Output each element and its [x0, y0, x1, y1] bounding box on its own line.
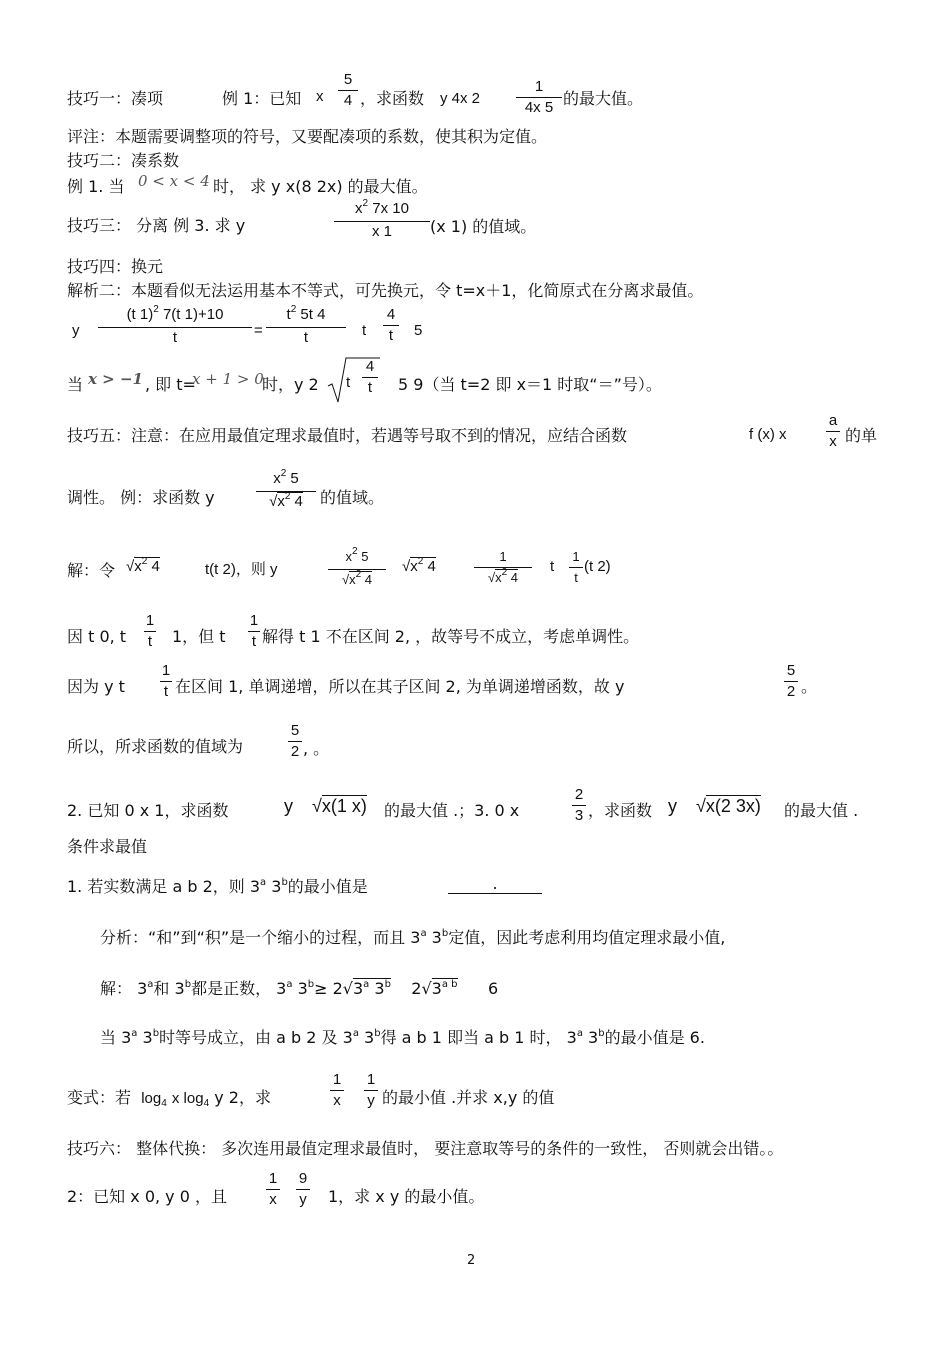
fraction — [784, 662, 798, 701]
rest: 5 — [286, 470, 299, 487]
denominator: y — [367, 1092, 375, 1109]
numerator: 1 — [499, 549, 507, 564]
x: x — [349, 572, 356, 587]
superscript: a — [286, 979, 293, 990]
math-text: y — [668, 796, 677, 816]
numerator: 9 — [298, 1170, 308, 1187]
numerator: 1 — [366, 1071, 376, 1088]
numerator: 2 — [574, 786, 584, 803]
text: 调性。 例：求函数 y — [67, 488, 215, 507]
denominator: t — [303, 329, 309, 346]
math-text: y — [284, 796, 293, 816]
equals-sign: = — [254, 322, 263, 339]
superscript: a b — [441, 979, 458, 990]
text: 的最小值 .并求 x,y 的值 — [382, 1088, 555, 1107]
superscript: 2 — [153, 304, 159, 315]
variant-problem — [67, 1085, 271, 1108]
text: 的单 — [845, 426, 878, 445]
superscript: 2 — [352, 546, 358, 557]
text: 时等号成立，由 a b 2 及 3 — [159, 1028, 353, 1047]
fraction — [144, 612, 156, 651]
solution-label: 解：令 — [67, 561, 116, 580]
denominator: y — [299, 1191, 307, 1208]
text: 6 — [488, 979, 499, 998]
text: ，求函数 — [588, 801, 653, 820]
fraction — [248, 612, 260, 651]
x: x — [410, 558, 418, 575]
x: x — [495, 570, 502, 585]
text: 2 — [411, 979, 422, 998]
denominator: x — [829, 433, 837, 450]
technique-5-heading: 技巧五：注意：在应用最值定理求最值时，若遇等号取不到的情况，应结合函数 — [67, 426, 628, 445]
math-text: t — [550, 558, 555, 575]
sqrt-expression: √x(2 3x) — [696, 796, 761, 816]
fraction — [364, 1071, 378, 1110]
text: 2：已知 x 0, y 0 ，且 — [67, 1187, 227, 1206]
fraction — [328, 548, 386, 591]
answer-blank: . — [448, 874, 542, 894]
fraction — [572, 786, 586, 825]
numerator: 1 — [161, 662, 171, 679]
text: x log — [171, 1090, 204, 1107]
sqrt-expression: $√x^2$ 4 — [126, 556, 160, 575]
technique-4-heading: 技巧四：换元 — [67, 257, 164, 276]
text: 的值域。 — [320, 488, 385, 507]
superscript: 2 — [501, 567, 508, 578]
numerator — [256, 470, 316, 490]
superscript: 2 — [280, 468, 287, 479]
fraction — [160, 662, 172, 701]
math-text: t — [362, 322, 367, 339]
subscript: 4 — [203, 1098, 210, 1109]
math-text: x — [316, 88, 324, 105]
numerator: 1 — [332, 1071, 342, 1088]
text: 3 — [292, 979, 308, 998]
text: 的最大值 .；3. 0 x — [384, 801, 520, 820]
text: 分析：“和”到“积”是一个缩小的过程，而且 3 — [100, 928, 421, 947]
superscript: a — [352, 1028, 359, 1039]
math-text: 5 — [414, 322, 423, 339]
x: x — [134, 558, 142, 575]
fraction — [338, 71, 358, 110]
analysis — [100, 925, 725, 948]
text: 定值，因此考虑利用均值定理求最小值, — [448, 928, 726, 947]
text: 的最大值 . — [784, 801, 859, 820]
t: t — [286, 306, 291, 323]
rest: 5 — [357, 549, 369, 564]
denominator: t — [172, 329, 178, 346]
text: 变式：若 — [67, 1088, 132, 1107]
numerator: 5 — [290, 722, 300, 739]
text: 的最小值是 — [287, 877, 368, 896]
superscript: 2 — [290, 304, 297, 315]
rest: 4 — [147, 558, 160, 575]
math-text: (t 2) — [584, 558, 611, 575]
rest: 7x 10 — [368, 200, 409, 217]
text: 和 3 — [153, 979, 185, 998]
fraction — [296, 1170, 310, 1209]
fraction — [266, 306, 346, 347]
superscript: b — [598, 1028, 605, 1039]
rest: 4 — [507, 570, 519, 585]
text: 得 a b 1 即当 a b 1 时， 3 — [380, 1028, 577, 1047]
text: 3 — [426, 928, 442, 947]
text: 。 — [801, 677, 818, 696]
sqrt-expression: √x(1 x) — [312, 796, 367, 816]
text: 3 — [431, 979, 442, 998]
page-number: 2 — [467, 1253, 476, 1268]
text: 所以，所求函数的值域为 — [67, 737, 244, 756]
text: 1，但 t — [172, 627, 226, 646]
rest: 5t 4 — [296, 306, 326, 323]
inline-math-image: x > −1 — [88, 370, 143, 388]
text: , 。 — [303, 739, 330, 758]
text: 3 — [137, 1028, 153, 1047]
text: 的最小值是 6. — [604, 1028, 705, 1047]
numerator: 1 — [268, 1170, 278, 1187]
radicand: x(1 x) — [321, 796, 367, 816]
superscript: 2 — [362, 198, 369, 209]
denominator: t — [251, 633, 257, 650]
text: 因 t 0, t — [67, 627, 127, 646]
text: 3 — [352, 979, 364, 998]
text: (x 1) 的值域。 — [430, 217, 537, 236]
inline-math-image: x + 1 > 0 — [192, 370, 264, 388]
fraction — [569, 548, 583, 587]
numerator: 1 — [534, 78, 544, 95]
technique-2-heading: 技巧二：凑系数 — [67, 151, 180, 170]
rest: 7(t 1)+10 — [158, 306, 224, 323]
x: x — [273, 470, 281, 487]
numerator: 1 — [572, 549, 580, 564]
numerator: 1 — [249, 612, 259, 629]
text: 1. 若实数满足 a b 2，则 3 — [67, 877, 261, 896]
solution: 解： 3$^a$和 3$^b$都是正数， 3$^a$ $3^b\ge 2√3^a$ 3$^b$ $2√3^{a b}$ 6 — [100, 979, 499, 998]
denominator: $√x^2$ 4 — [341, 569, 373, 587]
problem-1 — [67, 874, 368, 897]
section-heading: 条件求最值 — [67, 837, 148, 856]
inline-math-image: 0 < x < 4 — [138, 172, 210, 190]
math-text: y — [72, 322, 80, 339]
text: 时， 求 y x(8 2x) 的最大值。 — [213, 177, 428, 196]
denominator: t — [388, 327, 394, 344]
numerator: 4 — [386, 306, 396, 323]
text: 都是正数， 3 — [191, 979, 287, 998]
fraction — [98, 306, 252, 347]
superscript: a — [420, 928, 427, 939]
x: x — [277, 493, 285, 510]
rest: 4 — [361, 572, 373, 587]
text: 的最大值。 — [563, 89, 644, 108]
math-text: t — [346, 374, 351, 391]
numerator — [266, 306, 346, 326]
numerator: 4 — [365, 358, 375, 375]
text: 因为 y t — [67, 677, 125, 696]
numerator — [98, 306, 252, 326]
text: 5 9（当 t=2 即 x＝1 时取“＝”号）。 — [398, 375, 662, 394]
superscript: a — [363, 979, 370, 990]
text: , 即 t= — [145, 375, 196, 394]
fraction — [256, 470, 316, 513]
superscript: b — [307, 979, 315, 990]
fraction — [362, 358, 378, 397]
technique-3-heading: 技巧三： 分离 例 3. 求 y — [67, 216, 246, 235]
text: log — [141, 1090, 162, 1107]
sqrt-expression: $√x^2$ 4 — [402, 556, 436, 575]
text: 1，求 x y 的最小值。 — [328, 1187, 485, 1206]
denominator: 4 — [343, 92, 353, 109]
denominator: t — [574, 570, 578, 585]
text: 3 — [358, 1028, 375, 1047]
superscript: a — [147, 979, 154, 990]
denominator: $√x^2$ 4 — [269, 491, 303, 510]
text: 在区间 1, 单调递增，所以在其子区间 2, 为单调递增函数，故 y — [175, 677, 625, 696]
superscript: b — [281, 877, 288, 888]
math-text: y 4x 2 — [440, 90, 481, 107]
equality-condition — [100, 1025, 705, 1048]
superscript: 2 — [417, 556, 424, 567]
denominator: 2 — [290, 743, 300, 760]
text: 解： 3 — [100, 979, 148, 998]
t: (t 1) — [126, 306, 154, 323]
fraction — [288, 722, 302, 761]
superscript: b — [384, 979, 391, 990]
text: 时，y 2 — [262, 375, 319, 394]
x: x — [345, 549, 353, 564]
numerator — [328, 548, 386, 568]
x: x — [355, 200, 363, 217]
text: 当 — [67, 375, 84, 394]
denominator: x 1 — [371, 223, 392, 240]
numerator: 5 — [343, 71, 353, 88]
denominator: 2 — [786, 683, 796, 700]
denominator: 4x 5 — [524, 99, 554, 116]
numerator: 1 — [145, 612, 155, 629]
denominator: x — [333, 1092, 341, 1109]
superscript: 2 — [141, 556, 148, 567]
fraction — [826, 412, 840, 451]
superscript: a — [576, 1028, 583, 1039]
text: 例 1. 当 — [67, 177, 125, 196]
text: ，求函数 — [360, 89, 425, 108]
numerator: 5 — [786, 662, 796, 679]
denominator: t — [163, 683, 169, 700]
math-text: f (x) x — [749, 426, 787, 443]
comment-paragraph: 评注：本题需要调整项的符号，又要配凑项的系数，使其积为定值。 — [67, 127, 548, 146]
fraction — [516, 78, 562, 117]
text: 当 3 — [100, 1028, 132, 1047]
fraction — [474, 548, 532, 589]
fraction — [383, 306, 399, 345]
denominator: t — [367, 379, 373, 396]
analysis-paragraph: 解析二：本题看似无法运用基本不等式，可先换元，令 t=x＋1，化简原式在分离求最值。 — [67, 281, 704, 300]
denominator: 3 — [574, 807, 584, 824]
fraction — [334, 200, 430, 241]
denominator: t — [147, 633, 153, 650]
numerator — [334, 200, 430, 220]
radicand: x(2 3x) — [705, 796, 761, 816]
superscript: b — [152, 1028, 160, 1039]
text: 3 — [369, 979, 385, 998]
example-1-label: 例 1：已知 — [222, 89, 302, 108]
text: ≥ 2 — [314, 979, 343, 998]
rest: 4 — [290, 493, 303, 510]
math-text: t(t 2)，则 y — [205, 561, 278, 578]
technique-6-heading: 技巧六： 整体代换： 多次连用最值定理求最值时， 要注意取等号的条件的一致性， 否则就会出错。。 — [67, 1139, 784, 1158]
text: y 2，求 — [214, 1088, 271, 1107]
superscript: 2 — [284, 491, 291, 502]
text: 解得 t 1 不在区间 2, ，故等号不成立，考虑单调性。 — [262, 627, 640, 646]
technique-1-heading: 技巧一：凑项 — [67, 89, 164, 108]
text: 3 — [582, 1028, 599, 1047]
superscript: b — [184, 979, 192, 990]
fraction — [266, 1170, 280, 1209]
superscript: b — [441, 928, 449, 939]
subscript: 4 — [161, 1098, 167, 1109]
superscript: 2 — [355, 569, 362, 580]
superscript: b — [374, 1028, 381, 1039]
text: 3 — [266, 877, 282, 896]
fraction — [330, 1071, 344, 1110]
rest: 4 — [423, 558, 436, 575]
denominator: $√x^2$ 4 — [487, 567, 519, 585]
superscript: a — [131, 1028, 138, 1039]
denominator: x — [269, 1191, 277, 1208]
text: 2. 已知 0 x 1，求函数 — [67, 801, 229, 820]
numerator: a — [828, 412, 838, 429]
superscript: a — [260, 877, 267, 888]
